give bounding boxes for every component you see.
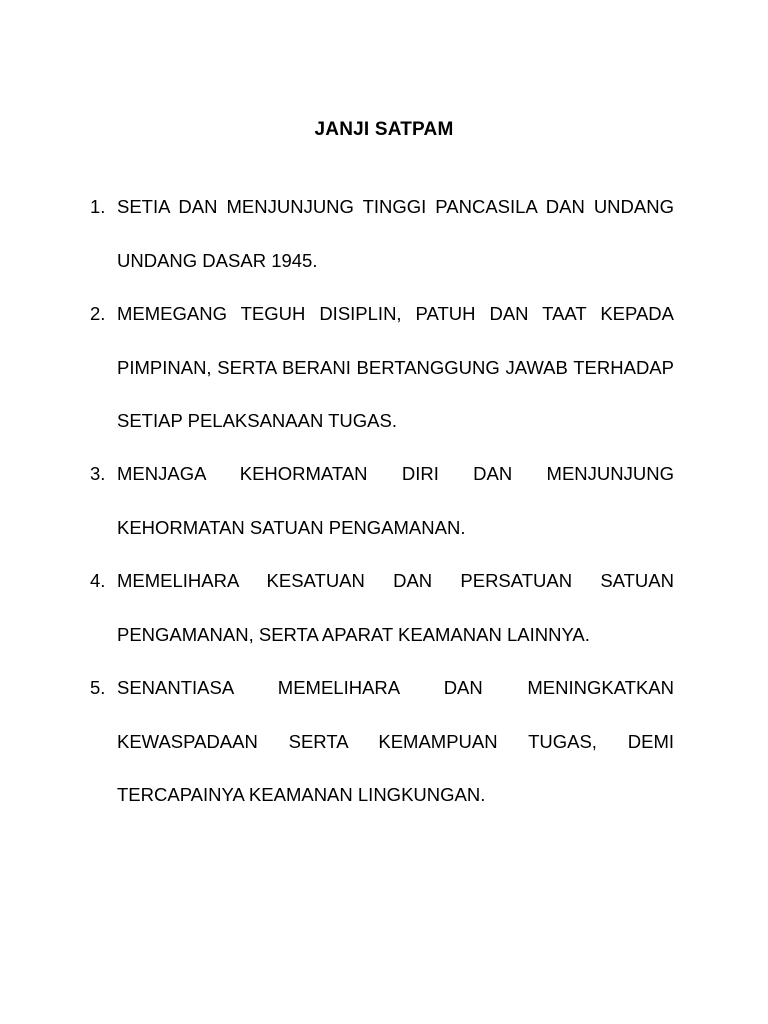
list-item-text: MEMEGANG TEGUH DISIPLIN, PATUH DAN TAAT KEPADA PIMPINAN, SERTA BERANI BERTANGGUNG JAWAB TERHADAP SETIAP PELAKSANAAN TUGAS. — [117, 303, 674, 431]
list-item-number: 5. — [90, 677, 106, 698]
list-item-number: 2. — [90, 303, 106, 324]
list-item — [90, 287, 674, 448]
list-item-text: MENJAGA KEHORMATAN DIRI DAN MENJUNJUNG KEHORMATAN SATUAN PENGAMANAN. — [117, 463, 674, 538]
document-title: JANJI SATPAM — [314, 119, 454, 140]
list-item — [90, 447, 674, 554]
list-item-text: SENANTIASA MEMELIHARA DAN MENINGKATKAN KEWASPADAAN SERTA KEMAMPUAN TUGAS, DEMI TERCAPAINYA KEAMANAN LINGKUNGAN. — [117, 677, 674, 805]
list-item-text: SETIA DAN MENJUNJUNG TINGGI PANCASILA DAN UNDANG UNDANG DASAR 1945. — [117, 196, 674, 271]
list-item-number: 4. — [90, 570, 106, 591]
list-item-text: MEMELIHARA KESATUAN DAN PERSATUAN SATUAN PENGAMANAN, SERTA APARAT KEAMANAN LAINNYA. — [117, 570, 674, 645]
list-item — [90, 554, 674, 661]
list-item-number: 1. — [90, 196, 106, 217]
list-item — [90, 180, 674, 287]
list-item — [90, 661, 674, 822]
list-item-number: 3. — [90, 463, 106, 484]
